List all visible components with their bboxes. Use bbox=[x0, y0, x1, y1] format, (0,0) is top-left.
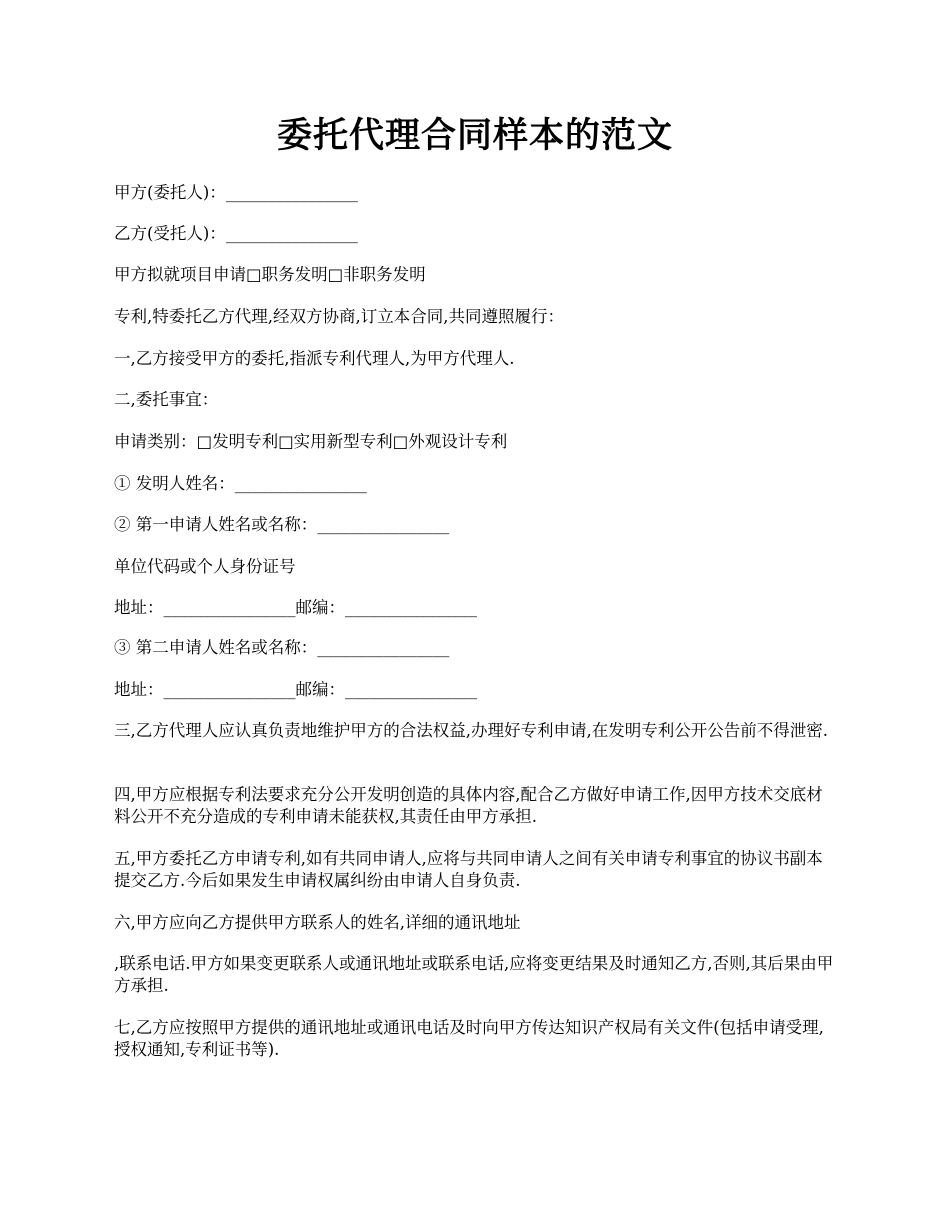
inventor-name-line: ① 发明人姓名：________________ bbox=[114, 474, 367, 493]
clause-7: 七,乙方应按照甲方提供的通讯地址或通讯电话及时向甲方传达知识产权局有关文件(包括申请受理,授权通知,专利证书等). bbox=[114, 1018, 824, 1059]
unit-code-line: 单位代码或个人身份证号 bbox=[114, 557, 296, 576]
clause-6-continued: ,联系电话.甲方如果变更联系人或通讯地址或联系电话,应将变更结果及时通知乙方,否则,其后果由甲方承担. bbox=[114, 954, 834, 995]
second-applicant-line: ③ 第二申请人姓名或名称：________________ bbox=[114, 638, 450, 657]
clause-2-heading: 二,委托事宜： bbox=[114, 390, 219, 409]
application-type-line: 甲方拟就项目申请□职务发明□非职务发明 bbox=[114, 265, 426, 284]
party-b-line: 乙方(受托人)：________________ bbox=[114, 224, 358, 243]
clause-3: 三,乙方代理人应认真负责地维护甲方的合法权益,办理好专利申请,在发明专利公开公告前不得泄密. bbox=[114, 721, 828, 740]
party-a-line: 甲方(委托人)：________________ bbox=[114, 183, 358, 202]
clause-5: 五,甲方委托乙方申请专利,如有共同申请人,应将与共同申请人之间有关申请专利事宜的协议书副本提交乙方.今后如果发生申请权属纠纷由申请人自身负责. bbox=[114, 849, 823, 890]
application-category-line: 申请类别：□发明专利□实用新型专利□外观设计专利 bbox=[114, 432, 508, 451]
address-postcode-line-2: 地址：________________邮编：________________ bbox=[114, 680, 477, 699]
clause-4: 四,甲方应根据专利法要求充分公开发明创造的具体内容,配合乙方做好申请工作,因甲方技术交底材料公开不充分造成的专利申请未能获权,其责任由甲方承担. bbox=[114, 785, 823, 826]
clause-6: 六,甲方应向乙方提供甲方联系人的姓名,详细的通讯地址 bbox=[114, 913, 521, 932]
contract-intro: 专利,特委托乙方代理,经双方协商,订立本合同,共同遵照履行： bbox=[114, 307, 564, 326]
address-postcode-line-1: 地址：________________邮编：________________ bbox=[114, 598, 477, 617]
clause-1: 一,乙方接受甲方的委托,指派专利代理人,为甲方代理人. bbox=[114, 349, 515, 368]
document-title: 委托代理合同样本的范文 bbox=[276, 115, 673, 156]
first-applicant-line: ② 第一申请人姓名或名称：________________ bbox=[114, 515, 450, 534]
